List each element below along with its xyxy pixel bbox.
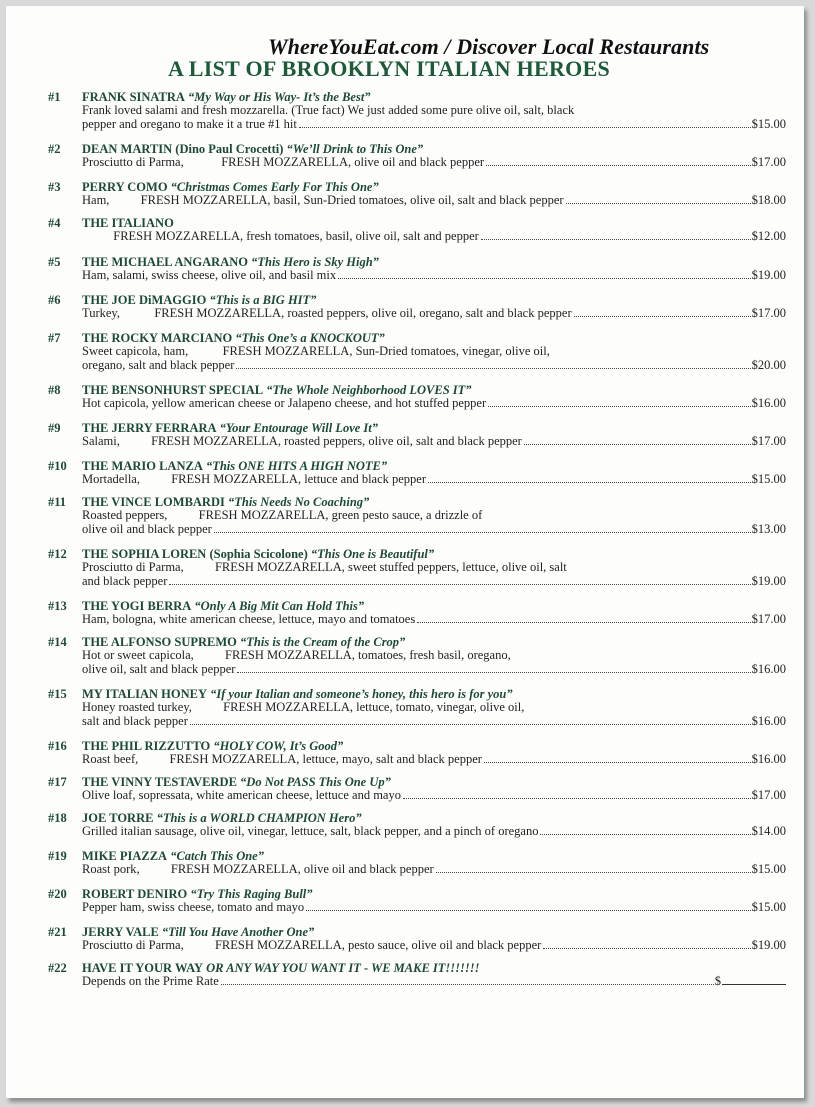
item-heading	[82, 421, 786, 435]
item-tagline: “Only A Big Mit Can Hold This”	[194, 599, 365, 613]
item-number: #1	[48, 90, 61, 104]
item-name: THE JERRY FERRARA	[82, 421, 217, 435]
item-heading	[82, 887, 786, 901]
item-name: THE ALFONSO SUPREMO	[82, 635, 237, 649]
menu-item	[48, 635, 786, 676]
item-tagline: “Christmas Comes Early For This One”	[170, 180, 379, 194]
dotted-leader	[299, 127, 751, 128]
item-name: PERRY COMO	[82, 180, 168, 194]
item-tagline: “If your Italian and someone’s honey, this hero is for you”	[210, 687, 513, 701]
item-price: $15.00	[751, 472, 786, 486]
item-description-line: pepper and oregano to make it a true #1 hit	[82, 116, 297, 131]
item-number: #13	[48, 599, 67, 613]
item-name: ROBERT DENIRO	[82, 887, 188, 901]
menu-item	[48, 331, 786, 372]
item-heading	[82, 811, 786, 825]
menu-item	[48, 216, 786, 244]
item-price: $19.00	[751, 938, 786, 952]
item-name: MIKE PIAZZA	[82, 849, 168, 863]
item-heading	[82, 90, 786, 104]
item-price-line	[82, 359, 786, 373]
item-price-line	[82, 715, 786, 729]
item-name: THE PHIL RIZZUTTO	[82, 739, 211, 753]
item-price-line	[82, 663, 786, 677]
item-number: #12	[48, 547, 67, 561]
dotted-leader	[543, 948, 750, 949]
item-number: #22	[48, 961, 67, 975]
item-number: #10	[48, 459, 67, 473]
dotted-leader	[221, 984, 714, 985]
item-price-line	[82, 863, 786, 877]
item-price: $	[714, 974, 721, 988]
item-price: $18.00	[751, 193, 786, 207]
item-heading	[82, 849, 786, 863]
item-description-line: Hot or sweet capicola, FRESH MOZZARELLA, tomatoes, fresh basil, oregano,	[82, 648, 511, 662]
item-price-line	[82, 118, 786, 132]
item-heading	[82, 547, 786, 561]
item-price-line	[82, 230, 786, 244]
item-description-line: Turkey, FRESH MOZZARELLA, roasted peppers, olive oil, oregano, salt and black pepper	[82, 306, 572, 320]
item-name: THE VINNY TESTAVERDE	[82, 775, 237, 789]
menu-item	[48, 775, 786, 803]
item-number: #21	[48, 925, 67, 939]
dotted-leader	[169, 584, 750, 585]
item-price: $19.00	[751, 268, 786, 282]
menu-item	[48, 255, 786, 283]
dotted-leader	[236, 368, 750, 369]
item-tagline: “HOLY COW, It’s Good”	[213, 739, 344, 753]
item-name: JOE TORRE	[82, 811, 154, 825]
menu-item	[48, 90, 786, 131]
item-name: DEAN MARTIN (Dino Paul Crocetti)	[82, 142, 284, 156]
item-number: #2	[48, 142, 61, 156]
item-heading	[82, 255, 786, 269]
item-price-line	[82, 975, 786, 989]
item-price-line	[82, 901, 786, 915]
item-name: THE VINCE LOMBARDI	[82, 495, 225, 509]
item-description-line: Roast pork, FRESH MOZZARELLA, olive oil and black pepper	[82, 862, 434, 876]
item-description-line: Olive loaf, sopressata, white american cheese, lettuce and mayo	[82, 788, 401, 802]
menu-item	[48, 599, 786, 627]
item-description-line: Ham, FRESH MOZZARELLA, basil, Sun-Dried tomatoes, olive oil, salt and black pepper	[82, 193, 564, 207]
item-tagline: “We’ll Drink to This One”	[286, 142, 424, 156]
item-description-line: salt and black pepper	[82, 713, 188, 728]
item-price-line	[82, 825, 786, 839]
item-description-line: Roast beef, FRESH MOZZARELLA, lettuce, mayo, salt and black pepper	[82, 752, 482, 766]
menu-item	[48, 459, 786, 487]
item-price-line	[82, 753, 786, 767]
item-tagline: “Do Not PASS This One Up”	[240, 775, 391, 789]
menu-item	[48, 142, 786, 170]
item-price-line	[82, 307, 786, 321]
menu-item	[48, 421, 786, 449]
dotted-leader	[428, 482, 751, 483]
menu-item	[48, 687, 786, 728]
item-description-line: oregano, salt and black pepper	[82, 357, 235, 372]
dotted-leader	[486, 165, 751, 166]
menu-item	[48, 961, 786, 989]
item-price: $13.00	[751, 521, 786, 536]
item-price: $15.00	[751, 116, 786, 131]
item-price: $15.00	[751, 900, 786, 914]
item-name: MY ITALIAN HONEY	[82, 687, 208, 701]
menu-item	[48, 739, 786, 767]
menu-item	[48, 925, 786, 953]
item-price: $16.00	[751, 752, 786, 766]
item-number: #14	[48, 635, 67, 649]
dotted-leader	[574, 316, 751, 317]
menu-item	[48, 293, 786, 321]
item-name: HAVE IT YOUR WAY	[82, 961, 203, 975]
item-number: #5	[48, 255, 61, 269]
item-heading	[82, 331, 786, 345]
menu-item	[48, 383, 786, 411]
dotted-leader	[403, 798, 751, 799]
dotted-leader	[190, 724, 751, 725]
item-description-line: Mortadella, FRESH MOZZARELLA, lettuce and black pepper	[82, 472, 427, 486]
item-number: #17	[48, 775, 67, 789]
item-tagline: OR ANY WAY YOU WANT IT - WE MAKE IT!!!!!!!	[206, 961, 480, 975]
item-tagline: “Catch This One”	[170, 849, 264, 863]
item-price: $17.00	[751, 788, 786, 802]
item-tagline: “Your Entourage Will Love It”	[219, 421, 379, 435]
dotted-leader	[524, 444, 751, 445]
item-price: $17.00	[751, 306, 786, 320]
item-heading	[82, 495, 786, 509]
menu-item	[48, 849, 786, 877]
item-heading	[82, 180, 786, 194]
item-price: $16.00	[751, 396, 786, 410]
item-price: $16.00	[751, 661, 786, 676]
item-tagline: “Try This Raging Bull”	[190, 887, 313, 901]
item-description-line: Depends on the Prime Rate	[82, 974, 219, 988]
item-tagline: “This One is Beautiful”	[310, 547, 435, 561]
item-description-line: and black pepper	[82, 573, 168, 588]
menu-item	[48, 547, 786, 588]
item-price: $17.00	[751, 612, 786, 626]
item-number: #9	[48, 421, 61, 435]
item-tagline: “This Hero is Sky High”	[251, 255, 379, 269]
item-price: $17.00	[751, 434, 786, 448]
item-name: THE MICHAEL ANGARANO	[82, 255, 248, 269]
item-description-line: Prosciutto di Parma, FRESH MOZZARELLA, olive oil and black pepper	[82, 155, 485, 169]
item-heading	[82, 739, 786, 753]
item-price-line	[82, 575, 786, 589]
price-blank-line	[722, 984, 786, 985]
menu-item	[48, 495, 786, 536]
item-price-line	[82, 194, 786, 208]
item-heading	[82, 383, 786, 397]
item-heading	[82, 961, 786, 975]
item-tagline: “The Whole Neighborhood LOVES IT”	[266, 383, 472, 397]
item-heading	[82, 293, 786, 307]
item-number: #18	[48, 811, 67, 825]
item-number: #19	[48, 849, 67, 863]
item-description-line: FRESH MOZZARELLA, fresh tomatoes, basil, olive oil, salt and pepper	[82, 229, 479, 243]
item-price-line	[82, 397, 786, 411]
item-name: JERRY VALE	[82, 925, 159, 939]
item-tagline: “This ONE HITS A HIGH NOTE”	[205, 459, 388, 473]
item-price-line	[82, 473, 786, 487]
item-price: $16.00	[751, 713, 786, 728]
item-number: #15	[48, 687, 67, 701]
item-heading	[82, 687, 786, 701]
item-number: #8	[48, 383, 61, 397]
item-description-line: Prosciutto di Parma, FRESH MOZZARELLA, pesto sauce, olive oil and black pepper	[82, 938, 542, 952]
item-description-line: Salami, FRESH MOZZARELLA, roasted peppers, olive oil, salt and black pepper	[82, 434, 522, 448]
item-price: $17.00	[751, 155, 786, 169]
item-price-line	[82, 269, 786, 283]
item-price: $20.00	[751, 357, 786, 372]
item-price-line	[82, 156, 786, 170]
item-description-line: olive oil, salt and black pepper	[82, 661, 236, 676]
item-tagline: “Till You Have Another One”	[161, 925, 315, 939]
item-price: $12.00	[751, 229, 786, 243]
dotted-leader	[417, 622, 750, 623]
dotted-leader	[481, 239, 751, 240]
item-heading	[82, 599, 786, 613]
item-description-line: Honey roasted turkey, FRESH MOZZARELLA, lettuce, tomato, vinegar, olive oil,	[82, 700, 525, 714]
dotted-leader	[488, 406, 751, 407]
item-number: #3	[48, 180, 61, 194]
site-watermark: WhereYouEat.com / Discover Local Restaurants	[268, 34, 710, 59]
item-price-line	[82, 523, 786, 537]
item-number: #6	[48, 293, 61, 307]
dotted-leader	[436, 872, 751, 873]
item-number: #7	[48, 331, 61, 345]
item-name: THE MARIO LANZA	[82, 459, 203, 473]
item-description-line: Frank loved salami and fresh mozzarella. (True fact) We just added some pure olive oil, salt, black	[82, 103, 575, 117]
item-heading	[82, 216, 786, 230]
item-number: #16	[48, 739, 67, 753]
item-tagline: “This is a BIG HIT”	[209, 293, 317, 307]
item-name: THE SOPHIA LOREN (Sophia Scicolone)	[82, 547, 308, 561]
menu-item	[48, 811, 786, 839]
item-price-line	[82, 613, 786, 627]
item-description-line: Hot capicola, yellow american cheese or Jalapeno cheese, and hot stuffed pepper	[82, 396, 487, 410]
item-heading	[82, 775, 786, 789]
item-tagline: “My Way or His Way- It’s the Best”	[188, 90, 371, 104]
item-description-line: Roasted peppers, FRESH MOZZARELLA, green pesto sauce, a drizzle of	[82, 508, 483, 522]
item-description-line: Ham, bologna, white american cheese, lettuce, mayo and tomatoes	[82, 612, 416, 626]
item-description-line: Grilled italian sausage, olive oil, vinegar, lettuce, salt, black pepper, and a pinch of oregano	[82, 824, 539, 838]
item-number: #4	[48, 216, 61, 230]
item-description-line: Pepper ham, swiss cheese, tomato and mayo	[82, 900, 305, 914]
item-tagline: “This is a WORLD CHAMPION Hero”	[156, 811, 362, 825]
item-description-line: Sweet capicola, ham, FRESH MOZZARELLA, Sun-Dried tomatoes, vinegar, olive oil,	[82, 344, 550, 358]
item-name: THE JOE DiMAGGIO	[82, 293, 207, 307]
item-description-line: Prosciutto di Parma, FRESH MOZZARELLA, sweet stuffed peppers, lettuce, olive oil, salt	[82, 560, 567, 574]
item-name: THE ROCKY MARCIANO	[82, 331, 233, 345]
dotted-leader	[484, 762, 751, 763]
item-heading	[82, 925, 786, 939]
menu-item	[48, 180, 786, 208]
item-name: FRANK SINATRA	[82, 90, 185, 104]
item-description-line: olive oil and black pepper	[82, 521, 212, 536]
dotted-leader	[306, 910, 750, 911]
item-price: $19.00	[751, 573, 786, 588]
menu-page	[6, 6, 804, 1098]
item-tagline: “This One’s a KNOCKOUT”	[235, 331, 385, 345]
dotted-leader	[237, 672, 750, 673]
item-heading	[82, 459, 786, 473]
menu-item	[48, 887, 786, 915]
item-price-line	[82, 939, 786, 953]
dotted-leader	[540, 834, 750, 835]
item-price-line	[82, 789, 786, 803]
item-number: #11	[48, 495, 67, 509]
dotted-leader	[214, 532, 751, 533]
item-name: THE YOGI BERRA	[82, 599, 192, 613]
page-title: A LIST OF BROOKLYN ITALIAN HEROES	[168, 56, 611, 81]
item-number: #20	[48, 887, 67, 901]
item-description-line: Ham, salami, swiss cheese, olive oil, and basil mix	[82, 268, 337, 282]
item-heading	[82, 635, 786, 649]
item-price: $15.00	[751, 862, 786, 876]
item-name: THE BENSONHURST SPECIAL	[82, 383, 264, 397]
dotted-leader	[338, 278, 751, 279]
dotted-leader	[566, 203, 751, 204]
item-tagline: “This Needs No Coaching”	[227, 495, 370, 509]
item-price: $14.00	[751, 824, 786, 838]
item-name: THE ITALIANO	[82, 216, 174, 230]
item-heading	[82, 142, 786, 156]
item-tagline: “This is the Cream of the Crop”	[240, 635, 406, 649]
item-price-line	[82, 435, 786, 449]
